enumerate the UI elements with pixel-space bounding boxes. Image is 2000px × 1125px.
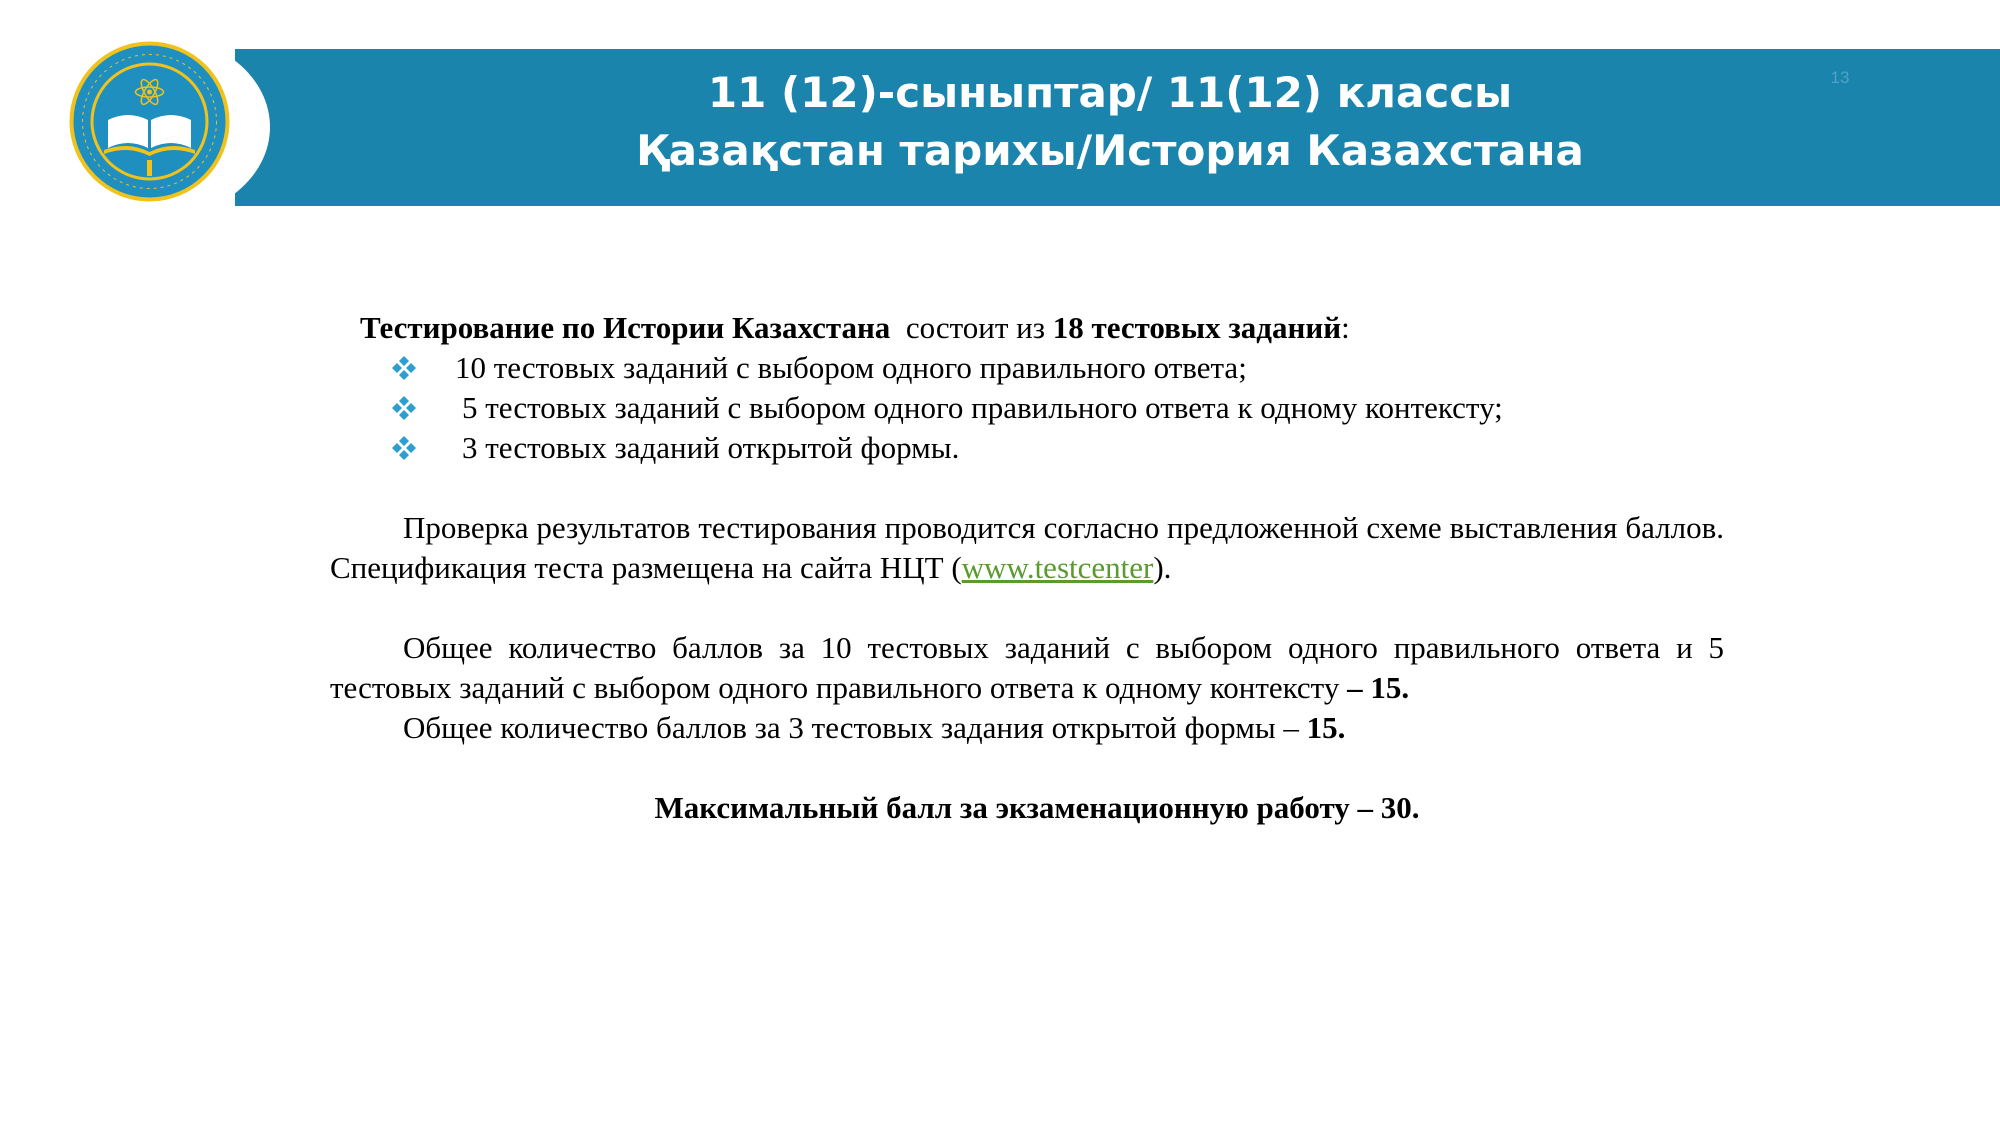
- list-item: [330, 428, 1724, 468]
- intro-colon: :: [1341, 310, 1350, 345]
- intro-text: состоит из: [890, 310, 1053, 345]
- diamond-bullet-icon: [392, 436, 416, 460]
- check-text: Проверка результатов тестирования проводится согласно предложенной схеме выставления баллов. Спецификация теста размещена на сайта НЦТ (: [330, 510, 1724, 585]
- diamond-bullet-icon: [392, 356, 416, 380]
- check-text-end: ).: [1153, 550, 1172, 585]
- total-paragraph-1: [330, 628, 1724, 708]
- check-paragraph: [330, 508, 1724, 588]
- total-1-score: – 15.: [1347, 670, 1410, 705]
- total-2-text: Общее количество баллов за 3 тестовых задания открытой формы –: [403, 710, 1307, 745]
- title-line-1: 11 (12)-сыныптар/ 11(12) классы: [707, 68, 1513, 117]
- spacer: [330, 748, 1724, 788]
- education-ministry-emblem-icon: [68, 40, 231, 203]
- bullet-list: [330, 348, 1724, 468]
- max-score-text: Максимальный балл за экзаменационную работу – 30.: [654, 790, 1420, 825]
- spacer: [330, 588, 1724, 628]
- diamond-bullet-icon: [392, 396, 416, 420]
- slide-title: [560, 64, 1660, 180]
- slide-content: [330, 308, 1724, 828]
- max-score-line: [330, 788, 1724, 828]
- bullet-text: 10 тестовых заданий с выбором одного правильного ответа;: [455, 350, 1247, 385]
- intro-bold-subject: Тестирование по Истории Казахстана: [360, 310, 891, 345]
- intro-bold-count: 18 тестовых заданий: [1052, 310, 1342, 345]
- page-number: 13: [1830, 68, 1850, 87]
- total-2-score: 15.: [1306, 710, 1346, 745]
- testcenter-link[interactable]: www.testcenter: [961, 550, 1154, 585]
- title-line-2: Қазақстан тарихы/История Казахстана: [636, 126, 1584, 175]
- bullet-text: 5 тестовых заданий с выбором одного правильного ответа к одному контексту;: [462, 390, 1503, 425]
- bullet-text: 3 тестовых заданий открытой формы.: [462, 430, 960, 465]
- total-paragraph-2: [330, 708, 1724, 748]
- list-item: [330, 348, 1724, 388]
- spacer: [330, 468, 1724, 508]
- intro-line: [330, 308, 1724, 348]
- list-item: [330, 388, 1724, 428]
- total-1-text: Общее количество баллов за 10 тестовых заданий с выбором одного правильного ответа и 5 тестовых заданий с выбором одного правильного ответа к одному контексту: [330, 630, 1724, 705]
